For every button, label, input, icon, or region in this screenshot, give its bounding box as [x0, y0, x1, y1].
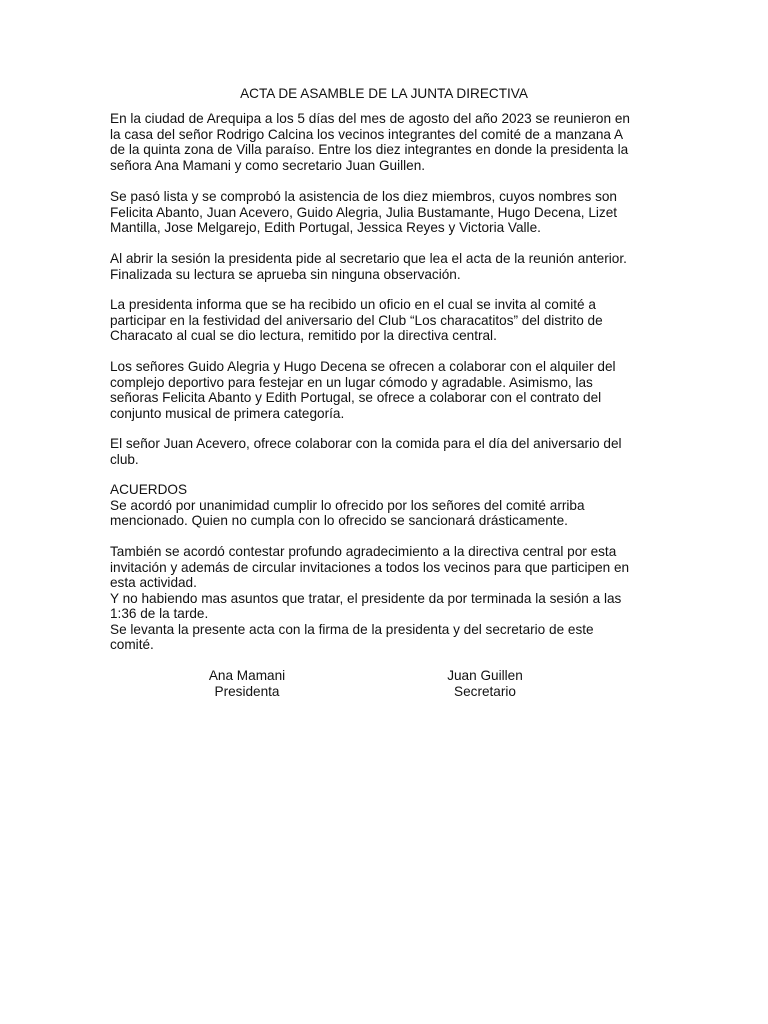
- paragraph-agreements: ACUERDOS Se acordó por unanimidad cumplir lo ofrecido por los señores del comité arriba mencionado. Quien no cumpla con lo ofrecido se sancionará drásticamente.: [110, 482, 585, 528]
- signature-name: Juan Guillen: [447, 668, 523, 683]
- paragraph-collaboration: Los señores Guido Alegria y Hugo Decena se ofrecen a colaborar con el alquiler del complejo deportivo para festejar en un lugar cómodo y agradable. Asimismo, las señoras Felicita Abanto y Edith Portugal, se ofrece a colaborar con el contrato del conjunto musical de primera categoría.: [110, 359, 616, 421]
- paragraph-food-offer: El señor Juan Acevero, ofrece colaborar con la comida para el día del aniversario del club.: [110, 436, 622, 467]
- signature-block-president: [167, 668, 327, 699]
- signature-role: Presidenta: [214, 683, 280, 699]
- paragraph-invitation: La presidenta informa que se ha recibido un oficio en el cual se invita al comité a participar en la festividad del aniversario del Club “Los characatitos” del distrito de Characato al cual se dio lectura, remitido por la directiva central.: [110, 297, 603, 343]
- signature-name: Ana Mamani: [208, 668, 286, 683]
- document-title: ACTA DE ASAMBLE DE LA JUNTA DIRECTIVA: [240, 86, 528, 101]
- signature-block-secretary: [405, 668, 565, 699]
- paragraph-attendance: Se pasó lista y se comprobó la asistencia de los diez miembros, cuyos nombres son Felicita Abanto, Juan Acevero, Guido Alegria, Julia Bustamante, Hugo Decena, Lizet Mantilla, Jose Melgarejo, Edith Portugal, Jessica Reyes y Victoria Valle.: [110, 189, 618, 235]
- paragraph-closing: También se acordó contestar profundo agradecimiento a la directiva central por esta invitación y además de circular invitaciones a todos los vecinos para que participen en esta actividad. Y no habiendo mas asuntos que tratar, el presidente da por terminada la sesión a las 1:36 de la tarde. Se levanta la presente acta con la firma de la presidenta y del secretario de este comité.: [110, 544, 630, 652]
- paragraph-meeting-intro: En la ciudad de Arequipa a los 5 días del mes de agosto del año 2023 se reunieron en la casa del señor Rodrigo Calcina los vecinos integrantes del comité de a manzana A de la quinta zona de Villa paraíso. Entre los diez integrantes en donde la presidenta la señora Ana Mamani y como secretario Juan Guillen.: [110, 111, 630, 173]
- signature-role: Secretario: [454, 683, 516, 699]
- paragraph-previous-minutes: Al abrir la sesión la presidenta pide al secretario que lea el acta de la reunión anterior. Finalizada su lectura se aprueba sin ninguna observación.: [110, 251, 627, 282]
